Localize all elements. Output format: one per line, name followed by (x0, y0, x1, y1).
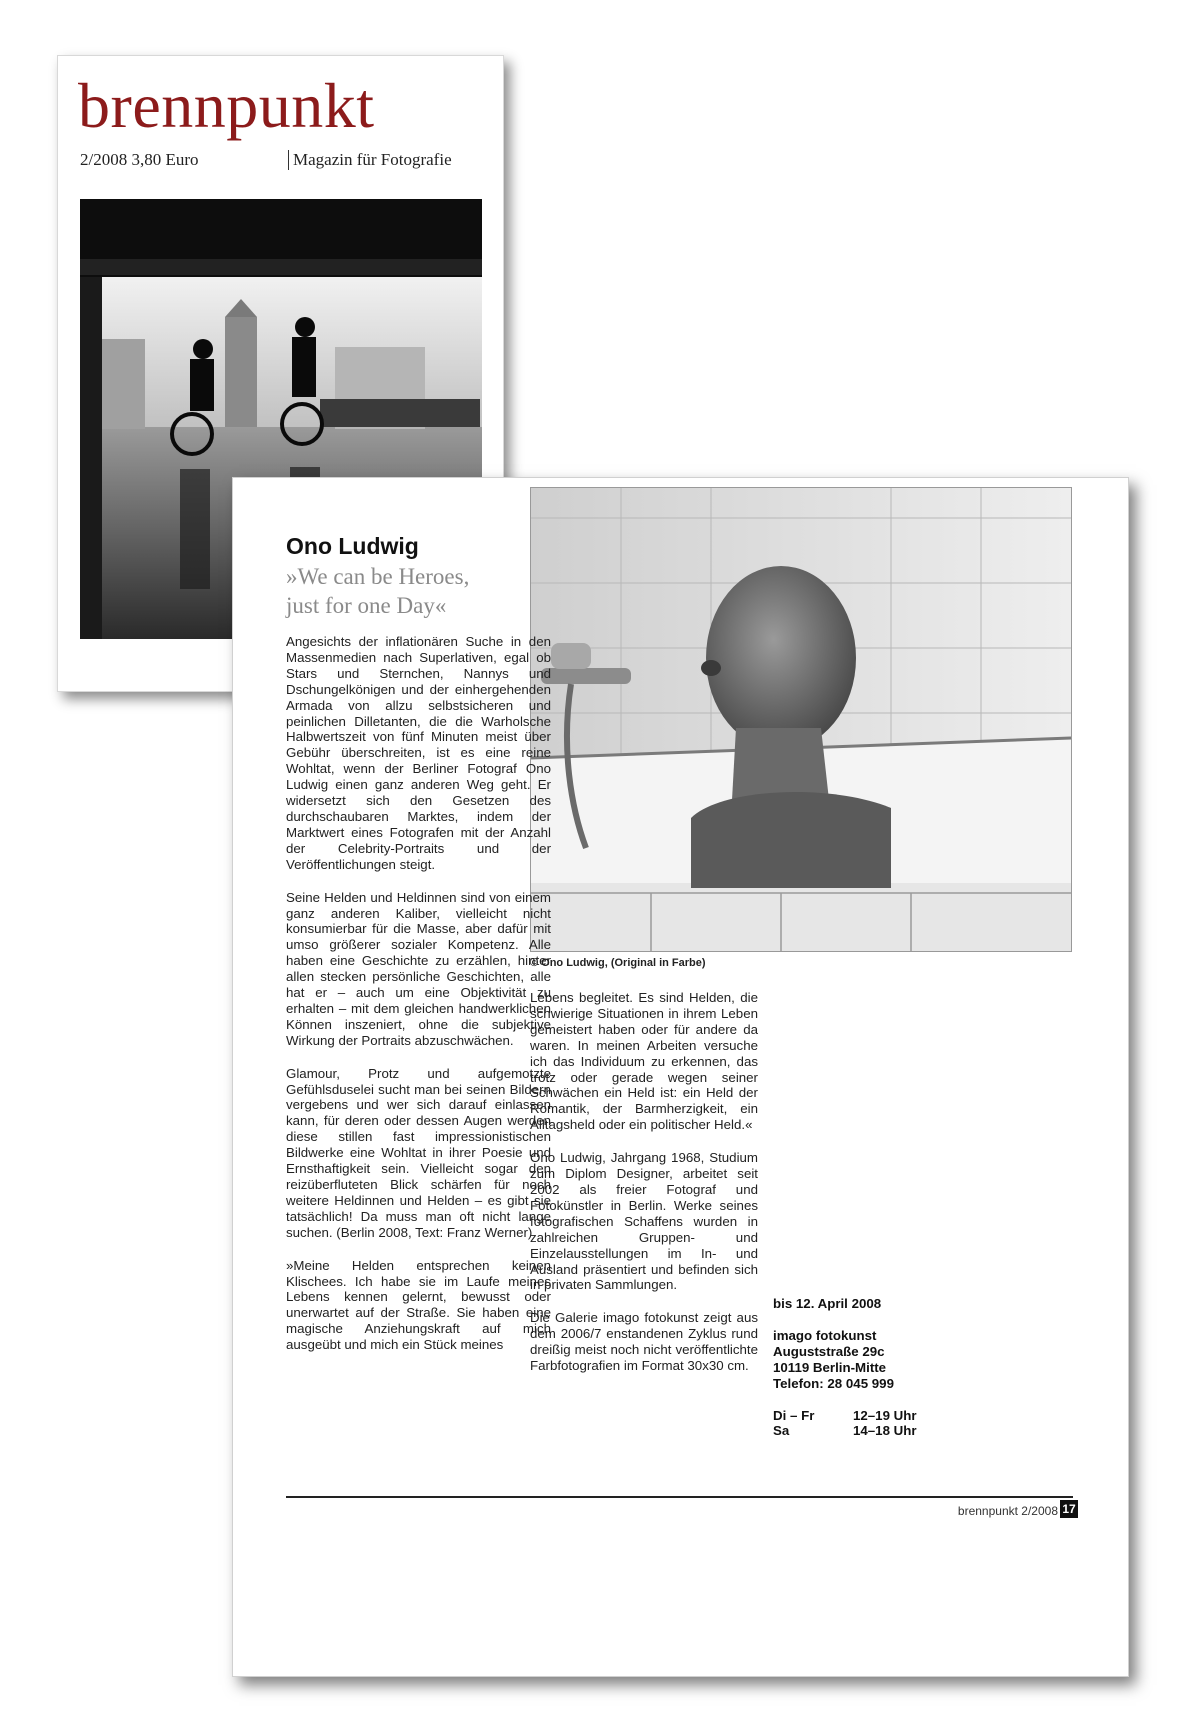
gallery-city: 10119 Berlin-Mitte (773, 1359, 887, 1375)
paragraph: Seine Helden und Heldinnen sind von einem ganz anderen Kaliber, vielleicht nicht konsumierbar für die Masse, aber dafür mit umso größerer sozialer Kompetenz. Alle haben eine Geschichte zu erzählen, hinter allen stecken persönliche Geschichten, alle hat er – auch um eine Objektivität zu erhalten – mit dem gleichen handwerklichen Können inszeniert, ohne die subjektive Wirkung der Portraits abzuschwächen. (286, 889, 551, 1048)
gallery-street: Auguststraße 29c (773, 1343, 885, 1359)
page-number: 17 (1060, 1500, 1078, 1518)
hours-time: 12–19 Uhr (853, 1407, 917, 1423)
article-title-line-1: »We can be Heroes, (286, 564, 470, 589)
hours-days: Di – Fr (773, 1407, 815, 1423)
paragraph: Ono Ludwig, Jahrgang 1968, Studium zum Diplom Designer, arbeitet seit 2002 als freier Fotograf und Fotokünstler in Berlin. Werke seines fotografischen Schaffens wurden in zahlreichen Gruppen- und Einzelausstellungen im In- und Ausland präsentiert und befinden sich in privaten Sammlungen. (530, 1150, 758, 1293)
paragraph: Die Galerie imago fotokunst zeigt aus dem 2006/7 enstandenen Zyklus rund dreißig meist noch nicht veröffentlichte Farbfotografien im Format 30x30 cm. (530, 1310, 758, 1374)
paragraph: Lebens begleitet. Es sind Helden, die schwierige Situationen in ihrem Leben gemeistert haben oder für andere da waren. In meinen Arbeiten versuche ich das Individuum zu erkennen, das trotz oder gerade wegen seiner Schwächen ein Held ist: ein Held der Romantik, der Barmherzigkeit, ein Alltagsheld oder ein politischer Held.« (530, 990, 758, 1133)
paragraph: »Meine Helden entsprechen keinen Klischees. Ich habe sie im Laufe meines Lebens kennen gelernt, bewusst oder unerwartet auf der Straße. Sie haben eine magische Anziehungskraft auf mich ausgeübt und mich ein Stück meines (286, 1257, 551, 1353)
photo-caption: © Ono Ludwig, (Original in Farbe) (530, 957, 706, 969)
opening-hours-row (773, 1408, 917, 1424)
article-title (286, 562, 546, 620)
portrait-photo (530, 487, 1072, 952)
exhibition-dates: bis 12. April 2008 (773, 1296, 882, 1311)
cover-issue: 2/2008 3,80 Euro (80, 150, 199, 169)
article-column-1 (286, 634, 551, 1370)
hours-time: 14–18 Uhr (853, 1423, 917, 1439)
paragraph: Glamour, Protz und aufgemotzte Gefühlsduselei sucht man bei seinen Bildern vergebens und wer sich darauf einlassen kann, für deren oder dessen Augen werden diese stillen fast impressionistischen Bildwerke eine Wohltat in ihrer Poesie und Ernsthaftigkeit sein. Vielleicht sogar den reizüberfluteten Blick schärfen für noch weitere Heldinnen und Helden – es gibt sie tatsächlich! Da muss man oft nicht lange suchen. (Berlin 2008, Text: Franz Werner) (286, 1065, 551, 1240)
opening-hours-row (773, 1423, 917, 1439)
article-page (232, 477, 1129, 1677)
footer-rule (286, 1496, 1073, 1498)
article-column-2 (530, 990, 758, 1391)
exhibition-info (773, 1296, 917, 1439)
hours-days: Sa (773, 1423, 790, 1439)
article-author: Ono Ludwig (286, 533, 419, 559)
gallery-name: imago fotokunst (773, 1327, 877, 1343)
paragraph: Angesichts der inflationären Suche in den Massenmedien nach Superlativen, egal ob Stars und Sternchen, Nannys und Dschungelkönigen und der einhergehenden Armada von allzu selbstsicheren und peinlichen Dilletanten, die die Warholsche Halbwertszeit von fünf Minuten meist über Gebühr überschreiten, ist es eine reine Wohltat, wenn der Berliner Fotograf Ono Ludwig einen ganz anderen Weg geht. Er widersetzt sich den Gesetzen des durchschaubaren Marktes, indem der Marktwert eines Fotografen mit der Anzahl der Celebrity-Portraits und der Veröffentlichungen steigt. (286, 634, 551, 872)
footer-magazine: brennpunkt 2/2008 (957, 1504, 1058, 1518)
article-title-line-2: just for one Day« (286, 593, 447, 618)
cover-subtitle: Magazin für Fotografie (288, 150, 452, 170)
cover-title: brennpunkt (78, 70, 375, 141)
gallery-phone: Telefon: 28 045 999 (773, 1375, 894, 1391)
